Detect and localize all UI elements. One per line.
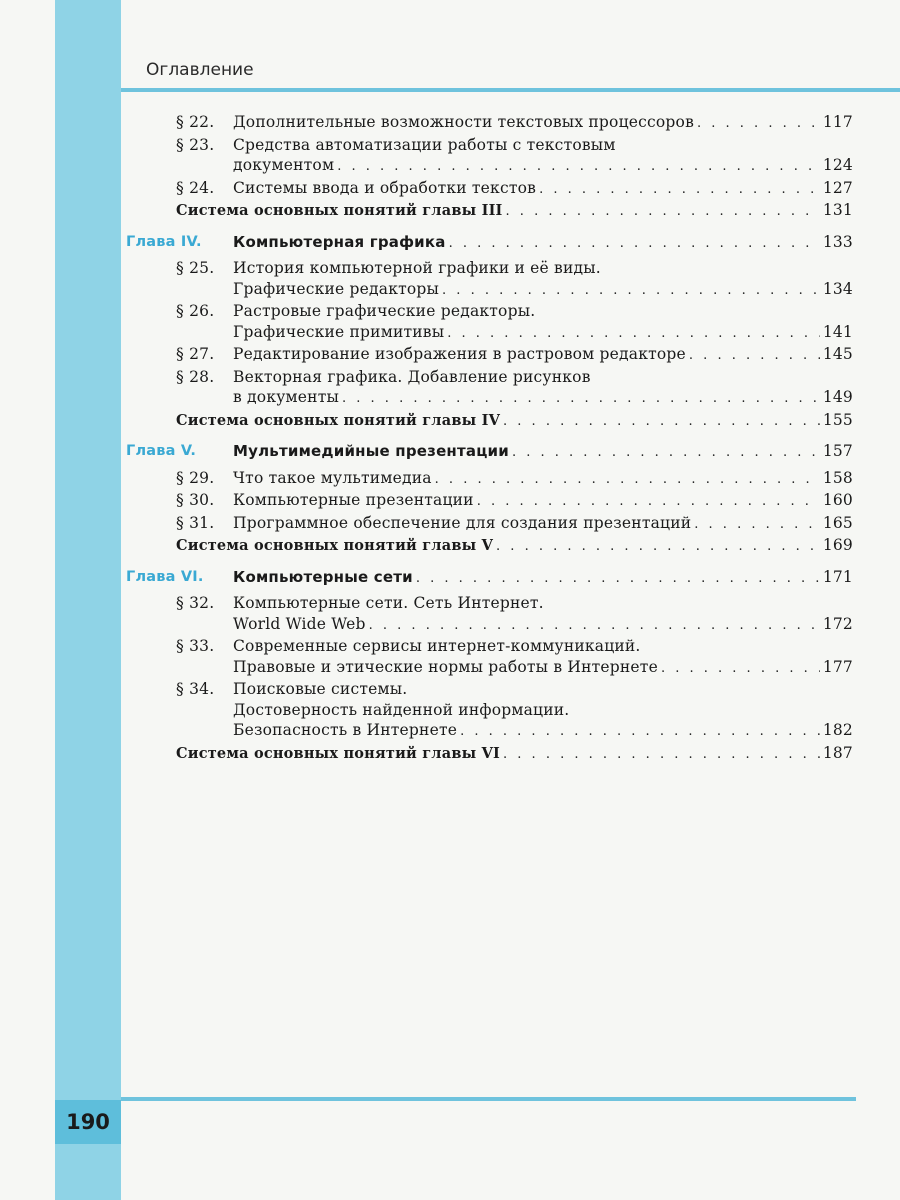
entry-title: История компьютерной графики и её виды. xyxy=(233,259,601,277)
toc-entry-22[interactable] xyxy=(121,112,853,135)
leader-dots xyxy=(416,569,820,590)
toc-summary-ch5[interactable] xyxy=(121,535,853,558)
toc-entry-26-line2[interactable] xyxy=(121,322,853,345)
entry-title-cont: Графические редакторы xyxy=(233,279,440,298)
running-header xyxy=(121,56,900,86)
leader-dots xyxy=(342,389,820,410)
entry-title: Современные сервисы интернет-коммуникаций. xyxy=(233,637,641,655)
toc-entry-32-line2[interactable] xyxy=(121,614,853,637)
entry-number: § 22. xyxy=(176,113,215,131)
entry-title: Средства автоматизации работы с текстовым xyxy=(233,135,616,154)
entry-title-cont: Правовые и этические нормы работы в Интернете xyxy=(233,657,658,676)
toc-entry-23-line2[interactable] xyxy=(121,155,853,178)
chapter-label: Глава IV. xyxy=(126,233,202,250)
toc-entry-33-line2[interactable] xyxy=(121,657,853,680)
leader-dots xyxy=(694,515,820,536)
entry-title: Компьютерные презентации xyxy=(233,491,474,509)
entry-page: 187 xyxy=(822,743,853,762)
toc-entry-31[interactable] xyxy=(121,513,853,536)
entry-title: Растровые графические редакторы. xyxy=(233,302,536,320)
leader-dots xyxy=(496,537,820,558)
entry-title: Дополнительные возможности текстовых процессоров xyxy=(233,113,694,131)
entry-page: 127 xyxy=(822,178,853,197)
left-accent-bar xyxy=(55,0,121,1200)
toc-entry-28-line2[interactable] xyxy=(121,387,853,410)
entry-number: § 25. xyxy=(176,259,215,277)
leader-dots xyxy=(435,470,820,491)
toc-summary-ch6[interactable] xyxy=(121,743,853,766)
summary-title: Система основных понятий главы IV xyxy=(176,411,501,429)
entry-number: § 23. xyxy=(176,135,215,154)
entry-title-cont: документом xyxy=(233,156,335,174)
entry-page: 165 xyxy=(822,513,853,532)
toc-entry-25-line1[interactable] xyxy=(121,258,853,279)
entry-number: § 31. xyxy=(176,513,215,532)
entry-title: Программное обеспечение для создания презентаций xyxy=(233,513,692,532)
header-title: Оглавление xyxy=(146,60,254,80)
entry-number: § 34. xyxy=(176,680,215,698)
entry-title: Векторная графика. Добавление рисунков xyxy=(233,367,591,386)
entry-page: 177 xyxy=(822,657,853,676)
toc-summary-ch3[interactable] xyxy=(121,200,853,223)
entry-page: 171 xyxy=(822,567,853,586)
toc-entry-27[interactable] xyxy=(121,344,853,367)
toc-entry-24[interactable] xyxy=(121,178,853,201)
chapter-label: Глава V. xyxy=(126,443,197,459)
entry-page: 133 xyxy=(822,232,853,251)
entry-title-cont: Графические примитивы xyxy=(233,322,445,341)
leader-dots xyxy=(512,443,820,464)
leader-dots xyxy=(460,722,820,743)
toc-entry-29[interactable] xyxy=(121,468,853,491)
entry-number: § 33. xyxy=(176,637,215,655)
leader-dots xyxy=(539,180,820,201)
entry-page: 160 xyxy=(822,491,853,509)
leader-dots xyxy=(369,616,820,637)
leader-dots xyxy=(503,745,820,766)
entry-title-cont: Безопасность в Интернете xyxy=(233,721,458,739)
summary-title: Система основных понятий главы III xyxy=(176,202,503,219)
leader-dots xyxy=(689,346,820,367)
entry-page: 145 xyxy=(822,345,853,363)
entry-number: § 30. xyxy=(176,491,215,509)
toc-entry-34-line3[interactable] xyxy=(121,720,853,743)
entry-number: § 26. xyxy=(176,302,215,320)
toc-entry-33-line1[interactable] xyxy=(121,636,853,657)
toc-entry-25-line2[interactable] xyxy=(121,279,853,302)
toc-chapter-4[interactable] xyxy=(121,232,853,255)
header-rule xyxy=(121,88,900,92)
entry-page: 169 xyxy=(822,536,853,554)
toc-entry-34-line1[interactable] xyxy=(121,679,853,700)
leader-dots xyxy=(337,157,820,178)
leader-dots xyxy=(661,659,820,680)
chapter-label: Глава VI. xyxy=(126,568,204,585)
entry-number: § 24. xyxy=(176,178,215,197)
leader-dots xyxy=(697,114,820,135)
chapter-title: Компьютерная графика xyxy=(233,232,446,251)
entry-page: 158 xyxy=(822,468,853,487)
toc-chapter-6[interactable] xyxy=(121,567,853,590)
entry-number: § 27. xyxy=(176,345,215,363)
toc-entry-30[interactable] xyxy=(121,490,853,513)
leader-dots xyxy=(447,324,820,345)
entry-number: § 29. xyxy=(176,468,215,487)
entry-title-cont: в документы xyxy=(233,388,340,406)
entry-page: 182 xyxy=(822,721,853,739)
entry-page: 131 xyxy=(822,201,853,219)
entry-page: 157 xyxy=(822,442,853,460)
toc-entry-32-line1[interactable] xyxy=(121,593,853,614)
entry-title-cont: Достоверность найденной информации. xyxy=(233,700,570,719)
entry-title: Поисковые системы. xyxy=(233,680,408,698)
toc-chapter-5[interactable] xyxy=(121,441,853,464)
entry-number: § 32. xyxy=(176,594,215,612)
entry-title: Системы ввода и обработки текстов xyxy=(233,178,537,197)
entry-title: Редактирование изображения в растровом редакторе xyxy=(233,345,686,363)
leader-dots xyxy=(506,202,820,223)
entry-page: 155 xyxy=(822,410,853,429)
leader-dots xyxy=(503,412,820,433)
toc-entry-34-line2[interactable] xyxy=(121,700,853,721)
chapter-title: Компьютерные сети xyxy=(233,567,413,586)
entry-page: 134 xyxy=(822,279,853,298)
footer-rule xyxy=(121,1097,856,1101)
entry-number: § 28. xyxy=(176,367,215,386)
summary-title: Система основных понятий главы VI xyxy=(176,744,501,762)
table-of-contents xyxy=(121,112,853,765)
entry-page: 141 xyxy=(822,322,853,341)
entry-title: Что такое мультимедиа xyxy=(233,468,432,487)
toc-summary-ch4[interactable] xyxy=(121,410,853,433)
leader-dots xyxy=(477,492,820,513)
chapter-title: Мультимедийные презентации xyxy=(233,442,509,460)
entry-page: 149 xyxy=(822,388,853,406)
entry-title: Компьютерные сети. Сеть Интернет. xyxy=(233,594,544,612)
entry-page: 124 xyxy=(822,156,853,174)
toc-entry-23-line1[interactable] xyxy=(121,135,853,156)
toc-entry-26-line1[interactable] xyxy=(121,301,853,322)
toc-entry-28-line1[interactable] xyxy=(121,367,853,388)
leader-dots xyxy=(449,234,820,255)
leader-dots xyxy=(442,281,820,302)
summary-title: Система основных понятий главы V xyxy=(176,537,494,554)
page-number: 190 xyxy=(55,1100,121,1144)
entry-page: 172 xyxy=(822,614,853,633)
entry-page: 117 xyxy=(822,113,853,131)
entry-title-cont: World Wide Web xyxy=(233,614,366,633)
